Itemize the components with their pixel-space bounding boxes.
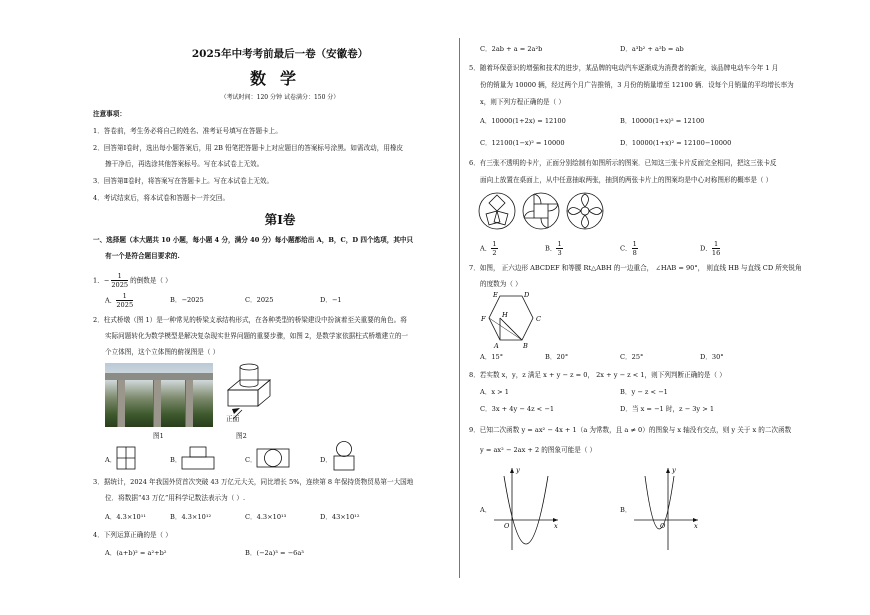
exam-title: 2025年中考考前最后一卷（安徽卷） <box>191 48 369 60</box>
q1-frac-den: 2025 <box>111 281 129 289</box>
q1-stem <box>93 272 172 289</box>
q6-option-a[interactable] <box>480 240 498 257</box>
q1-option-a-label: A． <box>105 296 117 305</box>
q8-option-d[interactable]: D．当 x = −1 时，z − 3y > 1 <box>620 405 715 413</box>
q6-option-c-num: 1 <box>632 240 637 248</box>
q2-line-3: 个立体图，这个立体图的俯视图是（ ） <box>105 348 220 356</box>
q6-option-a-den: 2 <box>492 249 497 257</box>
q1-number: 1． <box>93 276 104 285</box>
q3-option-a[interactable]: A．4.3×10¹¹ <box>105 513 147 521</box>
q9-line-2: y = ax² − 2ax + 2 的图象可能是（ ） <box>480 446 597 454</box>
q2-option-a-figure <box>116 446 136 470</box>
pattern-card-1 <box>479 193 515 229</box>
q9b-x-label: x <box>694 522 698 530</box>
q8-stem: 8．若实数 x，y，z 满足 x + y − z = 0， 2x + y − z < 1，则下列判断正确的是（ ） <box>469 371 726 379</box>
q5-line-3: x，则下列方程正确的是（ ） <box>480 98 565 106</box>
front-label: 正面 <box>226 415 240 423</box>
q3-option-d[interactable]: D．43×10¹² <box>320 513 360 521</box>
bridge-pillar <box>185 380 193 427</box>
pattern-card-3 <box>567 193 603 229</box>
q6-option-d-num: 1 <box>712 240 720 249</box>
part1-heading: 第Ⅰ卷 <box>264 212 296 227</box>
column-divider <box>459 38 460 578</box>
q9a-origin-label: O <box>504 522 510 530</box>
q9-option-b[interactable]: B． <box>620 506 632 514</box>
notice-item-3: 3．回答第Ⅱ卷时，将答案写在答题卡上。写在本试卷上无效。 <box>93 177 274 185</box>
notice-item-2: 2．回答第Ⅰ卷时，选出每小题答案后，用 2B 铅笔把答题卡上对应题目的答案标号涂黑。如需改动，用橡皮 <box>93 144 404 152</box>
q1-neg: − <box>103 276 110 285</box>
pattern-card-2 <box>523 193 559 229</box>
bridge-pillar <box>117 380 125 427</box>
q7-hexagon-figure <box>478 288 550 352</box>
q9-option-a[interactable]: A． <box>480 506 492 514</box>
q9a-y-label: y <box>516 466 520 474</box>
notice-item-1: 1．答卷前，考生务必将自己的姓名、准考证号填写在答题卡上。 <box>93 127 282 135</box>
q1-option-b[interactable]: B．−2025 <box>170 296 204 304</box>
q6-option-b-label: B． <box>545 244 557 253</box>
q9a-x-label: x <box>554 522 558 530</box>
q3-option-c[interactable]: C．4.3×10¹³ <box>245 513 287 521</box>
q9-option-a-graph <box>492 462 562 552</box>
q9b-y-label: y <box>672 466 676 474</box>
q6-option-a-label: A． <box>480 244 492 253</box>
q1-option-a-num: 1 <box>116 292 133 301</box>
q2-option-d-figure <box>332 440 356 472</box>
q8-option-c[interactable]: C．3x + 4y − 4z < −1 <box>480 405 555 413</box>
subject-title: 数学 <box>249 69 310 88</box>
q4-option-a[interactable]: A．(a+b)² = a²+b² <box>105 549 167 557</box>
q2-option-b-figure <box>181 446 215 470</box>
vertex-label-f: F <box>481 315 486 323</box>
bridge-pillar <box>153 380 161 427</box>
q6-option-b-fraction <box>556 240 562 257</box>
q5-line-1: 5．随着环保意识的增强和技术的进步，某品牌的电动汽车逐渐成为消费者的新宠，该品牌电动车今年 1 月 <box>469 64 779 72</box>
vertex-label-a: A <box>494 342 499 350</box>
vertex-label-c: C <box>536 315 542 323</box>
q1-suffix: 的倒数是（ ） <box>130 276 172 285</box>
q6-option-b-den: 3 <box>557 249 562 257</box>
q2-option-c-figure <box>256 448 290 468</box>
q6-option-b[interactable] <box>545 240 563 257</box>
q2-line-1: 2．柱式桥墩（图 1）是一种常见的桥梁支承结构形式，在各种类型的桥梁建设中扮演着至关重要的角色。将 <box>93 316 407 324</box>
q4-option-d[interactable]: D．a³b² + a²b = ab <box>620 45 684 53</box>
q5-option-c[interactable]: C．12100(1−x)² = 10000 <box>480 139 565 147</box>
q1-option-c[interactable]: C．2025 <box>245 296 274 304</box>
q6-option-a-fraction <box>491 240 497 257</box>
q6-option-c[interactable] <box>620 240 638 257</box>
q7-line-1: 7．如图， 正六边形 ABCDEF 和等腰 Rt△ABH 的一边重合， ∠HAB = 90°， 则直线 HB 与直线 CD 所夹锐角 <box>469 264 802 272</box>
q8-option-a[interactable]: A．x > 1 <box>480 388 509 396</box>
q2-option-b[interactable]: B． <box>170 456 182 464</box>
q2-line-2: 实际问题转化为数学模型是解决复杂现实世界问题的重要步骤，如图 2，是数学家依据柱式桥墩建立的一 <box>105 332 409 340</box>
q5-line-2: 份的销量为 10000 辆，经过两个月广告推销，3 月份的销量增至 12100 辆．设每个月销量的平均增长率为 <box>480 81 794 89</box>
section-line-1: 一、选择题（本大题共 10 小题，每小题 4 分，满分 40 分）每小题都给出 A，B，C，D 四个选项，其中只 <box>93 236 414 244</box>
q9-option-b-graph <box>632 462 702 552</box>
q6-option-d-label: D． <box>700 244 712 253</box>
q5-option-a[interactable]: A．10000(1+2x) = 12100 <box>480 117 566 125</box>
q6-line-1: 6．有三张不透明的卡片，正面分别绘制有如图所示的图案．已知这三张卡片反面完全相同，把这三张卡反 <box>469 159 777 167</box>
vertex-label-e: E <box>493 291 498 299</box>
notice-item-4: 4．考试结束后，将本试卷和答题卡一并交回。 <box>93 194 230 202</box>
q3-line-1: 3．据统计，2024 年我国外贸首次突破 43 万亿元大关，同比增长 5%，连续第 8 年保持货物贸易第一大国地 <box>93 478 414 486</box>
vertex-label-d: D <box>524 291 530 299</box>
fig2-caption: 图2 <box>236 432 247 440</box>
q4-option-c[interactable]: C．2ab + a = 2a²b <box>480 45 543 53</box>
q1-frac-num: 1 <box>111 272 128 281</box>
q6-option-c-den: 8 <box>632 249 637 257</box>
q1-fraction <box>111 272 128 289</box>
q4-stem: 4．下列运算正确的是（ ） <box>93 531 172 539</box>
q5-option-b[interactable]: B．10000(1+x)² = 12100 <box>620 117 705 125</box>
q7-option-c[interactable]: C．25° <box>620 353 644 361</box>
q6-option-d-den: 16 <box>711 249 721 257</box>
fig1-caption: 图1 <box>153 432 164 440</box>
q8-option-b[interactable]: B．y − z < −1 <box>620 388 668 396</box>
q7-line-2: 的度数为（ ） <box>480 280 522 288</box>
vertex-label-b: B <box>523 342 528 350</box>
q5-option-d[interactable]: D．10000(1+x)² = 12100−10000 <box>620 139 732 147</box>
q2-option-d[interactable]: D． <box>320 456 332 464</box>
notice-heading: 注意事项： <box>93 110 126 118</box>
q7-option-b[interactable]: B．20° <box>545 353 569 361</box>
q6-option-b-num: 1 <box>557 240 562 248</box>
q6-option-d-fraction <box>712 240 720 257</box>
bridge-photo <box>105 363 213 427</box>
bridge-deck <box>105 373 213 380</box>
q6-option-d[interactable] <box>700 240 720 257</box>
vertex-label-h: H <box>502 311 508 319</box>
q6-card-patterns <box>478 192 608 232</box>
notice-item-2-cont: 擦干净后，再选涂其他答案标号。写在本试卷上无效。 <box>105 160 264 168</box>
q1-option-a-fraction <box>116 292 133 309</box>
q1-option-a[interactable] <box>105 292 133 309</box>
q1-option-a-den: 2025 <box>116 301 134 309</box>
q6-line-2: 面向上放置在桌面上，从中任意抽取两张，抽到的两张卡片上的图案均是中心对称图形的概率是（ ） <box>480 176 773 184</box>
section-line-2: 有一个是符合题目要求的. <box>105 252 180 260</box>
q6-option-c-fraction <box>632 240 638 257</box>
q6-option-a-num: 1 <box>492 240 497 248</box>
q4-option-b[interactable]: B．(−2a)³ = −6a³ <box>245 549 304 557</box>
q2-option-a[interactable]: A． <box>105 456 117 464</box>
q2-option-c[interactable]: C． <box>245 456 257 464</box>
q3-option-b[interactable]: B．4.3×10¹² <box>170 513 212 521</box>
q3-line-2: 位．将数据“43 万亿”用科学记数法表示为（ ）. <box>105 494 246 502</box>
q9-line-1: 9．已知二次函数 y = ax² − 4x + 1（a 为常数，且 a ≠ 0）的图象与 x 轴没有交点，则 y 关于 x 的二次函数 <box>469 426 792 434</box>
q6-option-c-label: C． <box>620 244 632 253</box>
q7-option-d[interactable]: D．30° <box>700 353 724 361</box>
exam-meta: （考试时间：120 分钟 试卷满分：150 分） <box>220 94 340 101</box>
q1-option-d[interactable]: D．−1 <box>320 296 342 304</box>
q9b-origin-label: O <box>660 522 666 530</box>
q7-option-a[interactable]: A．15° <box>480 353 504 361</box>
